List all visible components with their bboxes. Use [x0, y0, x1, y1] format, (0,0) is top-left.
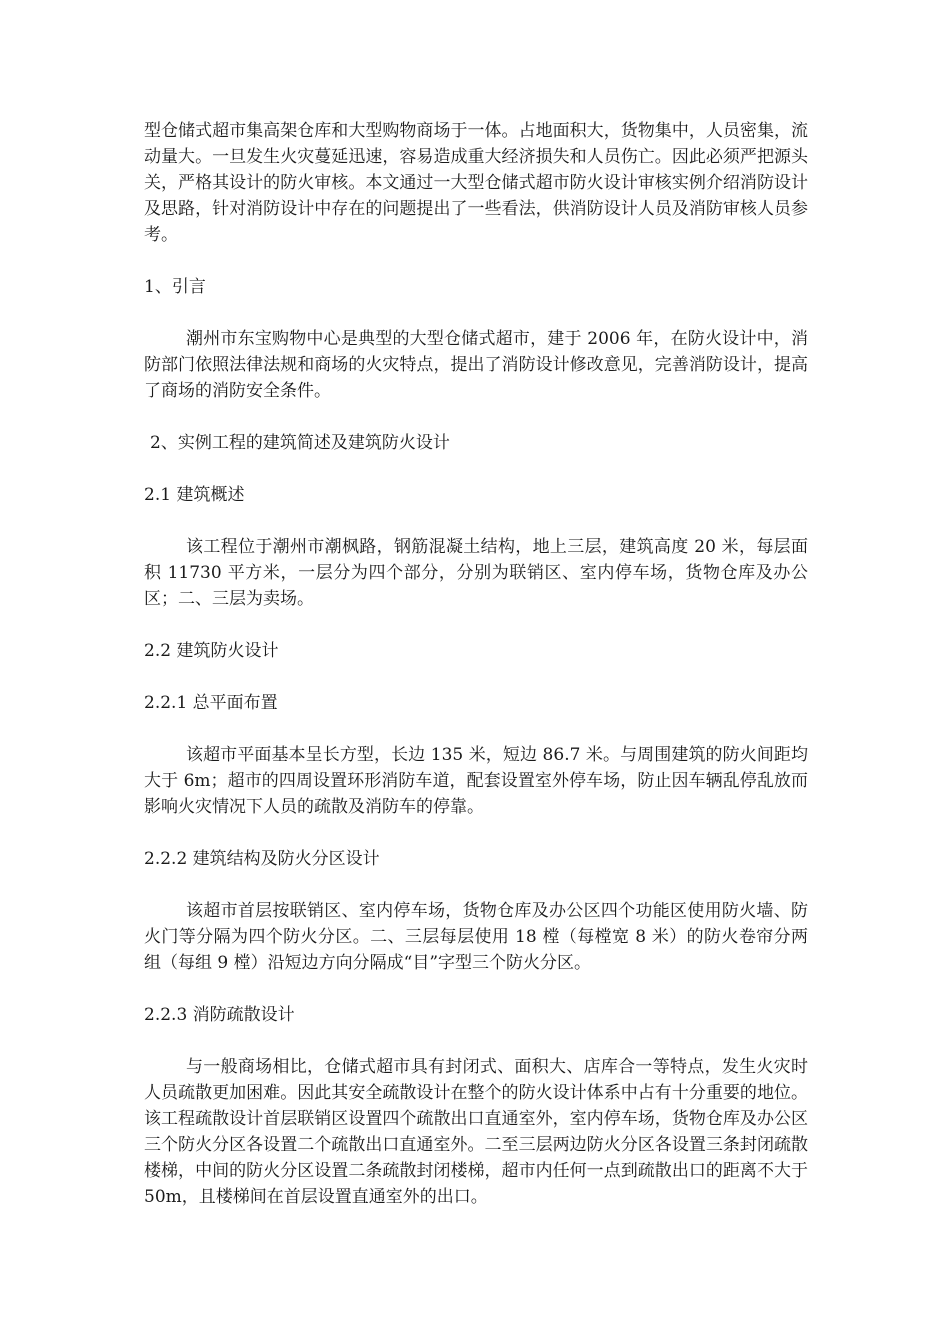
- introduction-paragraph: 潮州市东宝购物中心是典型的大型仓储式超市，建于 2006 年，在防火设计中，消防部门依照法律法规和商场的火灾特点，提出了消防设计修改意见，完善消防设计，提高了商场的消防安全条件。: [144, 329, 808, 401]
- item-paragraph-2-2-3: 与一般商场相比，仓储式超市具有封闭式、面积大、店库合一等特点，发生火灾时人员疏散更加困难。因此其安全疏散设计在整个的防火设计体系中占有十分重要的地位。该工程疏散设计首层联销区设置四个疏散出口直通室外，室内停车场，货物仓库及办公区三个防火分区各设置二个疏散出口直通室外。二至三层两边防火分区各设置三条封闭疏散楼梯，中间的防火分区设置二条疏散封闭楼梯，超市内任何一点到疏散出口的距离不大于 50m，且楼梯间在首层设置直通室外的出口。: [144, 1057, 808, 1207]
- document-body: [144, 118, 808, 1210]
- section-heading-building-overview: 2、实例工程的建筑简述及建筑防火设计: [150, 433, 450, 453]
- item-paragraph-2-2-2: 该超市首层按联销区、室内停车场，货物仓库及办公区四个功能区使用防火墙、防火门等分隔为四个防火分区。二、三层每层使用 18 樘（每樘宽 8 米）的防火卷帘分两组（每组 9 樘）沿短边方向分隔成“目”字型三个防火分区。: [144, 901, 808, 973]
- section-heading-introduction: 1、引言: [144, 277, 206, 297]
- item-heading-2-2-1: 2.2.1 总平面布置: [144, 693, 278, 713]
- subsection-paragraph-2-1: 该工程位于潮州市潮枫路，钢筋混凝土结构，地上三层，建筑高度 20 米，每层面积 11730 平方米，一层分为四个部分，分别为联销区、室内停车场，货物仓库及办公区；二、三层为卖场。: [144, 537, 808, 609]
- item-paragraph-2-2-1: 该超市平面基本呈长方型，长边 135 米，短边 86.7 米。与周围建筑的防火间距均大于 6m；超市的四周设置环形消防车道，配套设置室外停车场，防止因车辆乱停乱放而影响火灾情况下人员的疏散及消防车的停靠。: [144, 745, 808, 817]
- subsection-heading-2-1: 2.1 建筑概述: [144, 485, 245, 505]
- abstract-paragraph: 型仓储式超市集高架仓库和大型购物商场于一体。占地面积大，货物集中，人员密集，流动量大。一旦发生火灾蔓延迅速，容易造成重大经济损失和人员伤亡。因此必须严把源头关，严格其设计的防火审核。本文通过一大型仓储式超市防火设计审核实例介绍消防设计及思路，针对消防设计中存在的问题提出了一些看法，供消防设计人员及消防审核人员参考。: [144, 121, 808, 245]
- subsection-heading-2-2: 2.2 建筑防火设计: [144, 641, 279, 661]
- item-heading-2-2-3: 2.2.3 消防疏散设计: [144, 1005, 295, 1025]
- item-heading-2-2-2: 2.2.2 建筑结构及防火分区设计: [144, 849, 380, 869]
